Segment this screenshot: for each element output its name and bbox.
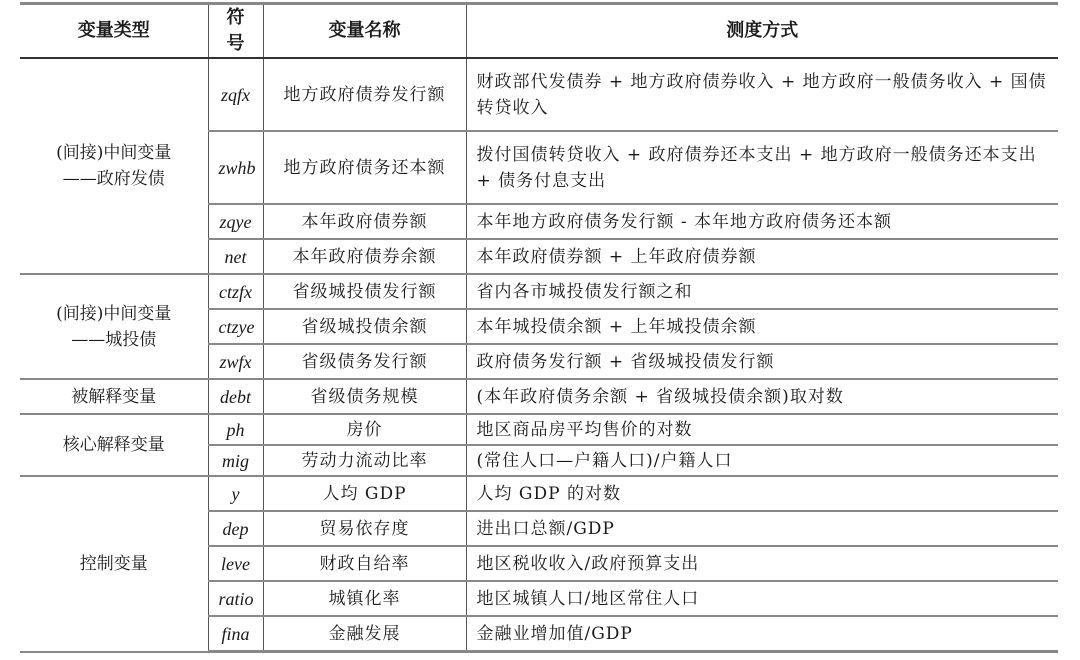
variable-type-line: ——城投债 [71, 329, 157, 350]
variable-name-cell: 本年政府债券余额 [263, 239, 466, 274]
measurement-cell: 政府债务发行额 + 省级城投债发行额 [466, 344, 1058, 379]
measurement-cell: 拨付国债转贷收入 + 政府债券还本支出 + 地方政府一般债务还本支出 + 债务付息支出 [466, 131, 1058, 204]
table-row [20, 476, 1058, 511]
header-measurement: 测度方式 [466, 4, 1058, 59]
variable-type-line: (间接)中间变量 [56, 143, 172, 163]
measurement-cell: 本年政府债券额 + 上年政府债券额 [466, 239, 1058, 274]
measurement-cell: 金融业增加值/GDP [466, 616, 1058, 652]
variable-type-line: (间接)中间变量 [56, 303, 172, 324]
symbol-cell: ratio [208, 581, 263, 616]
measurement-cell: 本年地方政府债务发行额 - 本年地方政府债务还本额 [466, 204, 1058, 239]
variable-type-cell: 控制变量 [20, 476, 208, 652]
symbol-cell: leve [208, 546, 263, 581]
measurement-cell: (常住人口—户籍人口)/户籍人口 [466, 445, 1058, 476]
variables-table [20, 2, 1058, 653]
variable-name-cell: 金融发展 [263, 616, 466, 652]
measurement-cell: 地区商品房平均售价的对数 [466, 414, 1058, 445]
variable-name-cell: 城镇化率 [263, 581, 466, 616]
table-row [20, 58, 1058, 131]
symbol-cell: zqye [208, 204, 263, 239]
header-variable-type: 变量类型 [20, 4, 208, 59]
variable-type-line: ——政府发债 [62, 169, 165, 189]
table-row [20, 274, 1058, 309]
variable-name-cell: 贸易依存度 [263, 511, 466, 546]
symbol-cell: net [208, 239, 263, 274]
measurement-cell: 地区税收收入/政府预算支出 [466, 546, 1058, 581]
measurement-cell: 人均 GDP 的对数 [466, 476, 1058, 511]
variable-type-cell: 被解释变量 [20, 379, 208, 414]
symbol-cell: mig [208, 445, 263, 476]
symbol-cell: fina [208, 616, 263, 652]
variable-name-cell: 地方政府债务还本额 [263, 131, 466, 204]
measurement-cell: 本年城投债余额 + 上年城投债余额 [466, 309, 1058, 344]
table-row [20, 414, 1058, 445]
symbol-cell: zwfx [208, 344, 263, 379]
measurement-cell: 省内各市城投债发行额之和 [466, 274, 1058, 309]
variable-name-cell: 省级债务发行额 [263, 344, 466, 379]
header-row [20, 4, 1058, 59]
variable-type-cell [20, 274, 208, 379]
variable-name-cell: 地方政府债券发行额 [263, 58, 466, 131]
variable-name-cell: 人均 GDP [263, 476, 466, 511]
measurement-cell: 财政部代发债券 + 地方政府债券收入 + 地方政府一般债务收入 + 国债转贷收入 [466, 58, 1058, 131]
variable-name-cell: 劳动力流动比率 [263, 445, 466, 476]
variable-name-cell: 本年政府债券额 [263, 204, 466, 239]
table-row [20, 379, 1058, 414]
symbol-cell: ph [208, 414, 263, 445]
variable-name-cell: 房价 [263, 414, 466, 445]
variable-name-cell: 省级债务规模 [263, 379, 466, 414]
measurement-cell: (本年政府债务余额 + 省级城投债余额)取对数 [466, 379, 1058, 414]
symbol-cell: zqfx [208, 58, 263, 131]
variable-name-cell: 财政自给率 [263, 546, 466, 581]
symbol-cell: y [208, 476, 263, 511]
header-symbol: 符号 [208, 4, 263, 59]
symbol-cell: zwhb [208, 131, 263, 204]
symbol-cell: dep [208, 511, 263, 546]
variable-name-cell: 省级城投债余额 [263, 309, 466, 344]
symbol-cell: debt [208, 379, 263, 414]
symbol-cell: ctzfx [208, 274, 263, 309]
measurement-cell: 进出口总额/GDP [466, 511, 1058, 546]
measurement-cell: 地区城镇人口/地区常住人口 [466, 581, 1058, 616]
header-variable-name: 变量名称 [263, 4, 466, 59]
symbol-cell: ctzye [208, 309, 263, 344]
variable-name-cell: 省级城投债发行额 [263, 274, 466, 309]
variable-type-cell: 核心解释变量 [20, 414, 208, 476]
variable-type-cell [20, 58, 208, 274]
